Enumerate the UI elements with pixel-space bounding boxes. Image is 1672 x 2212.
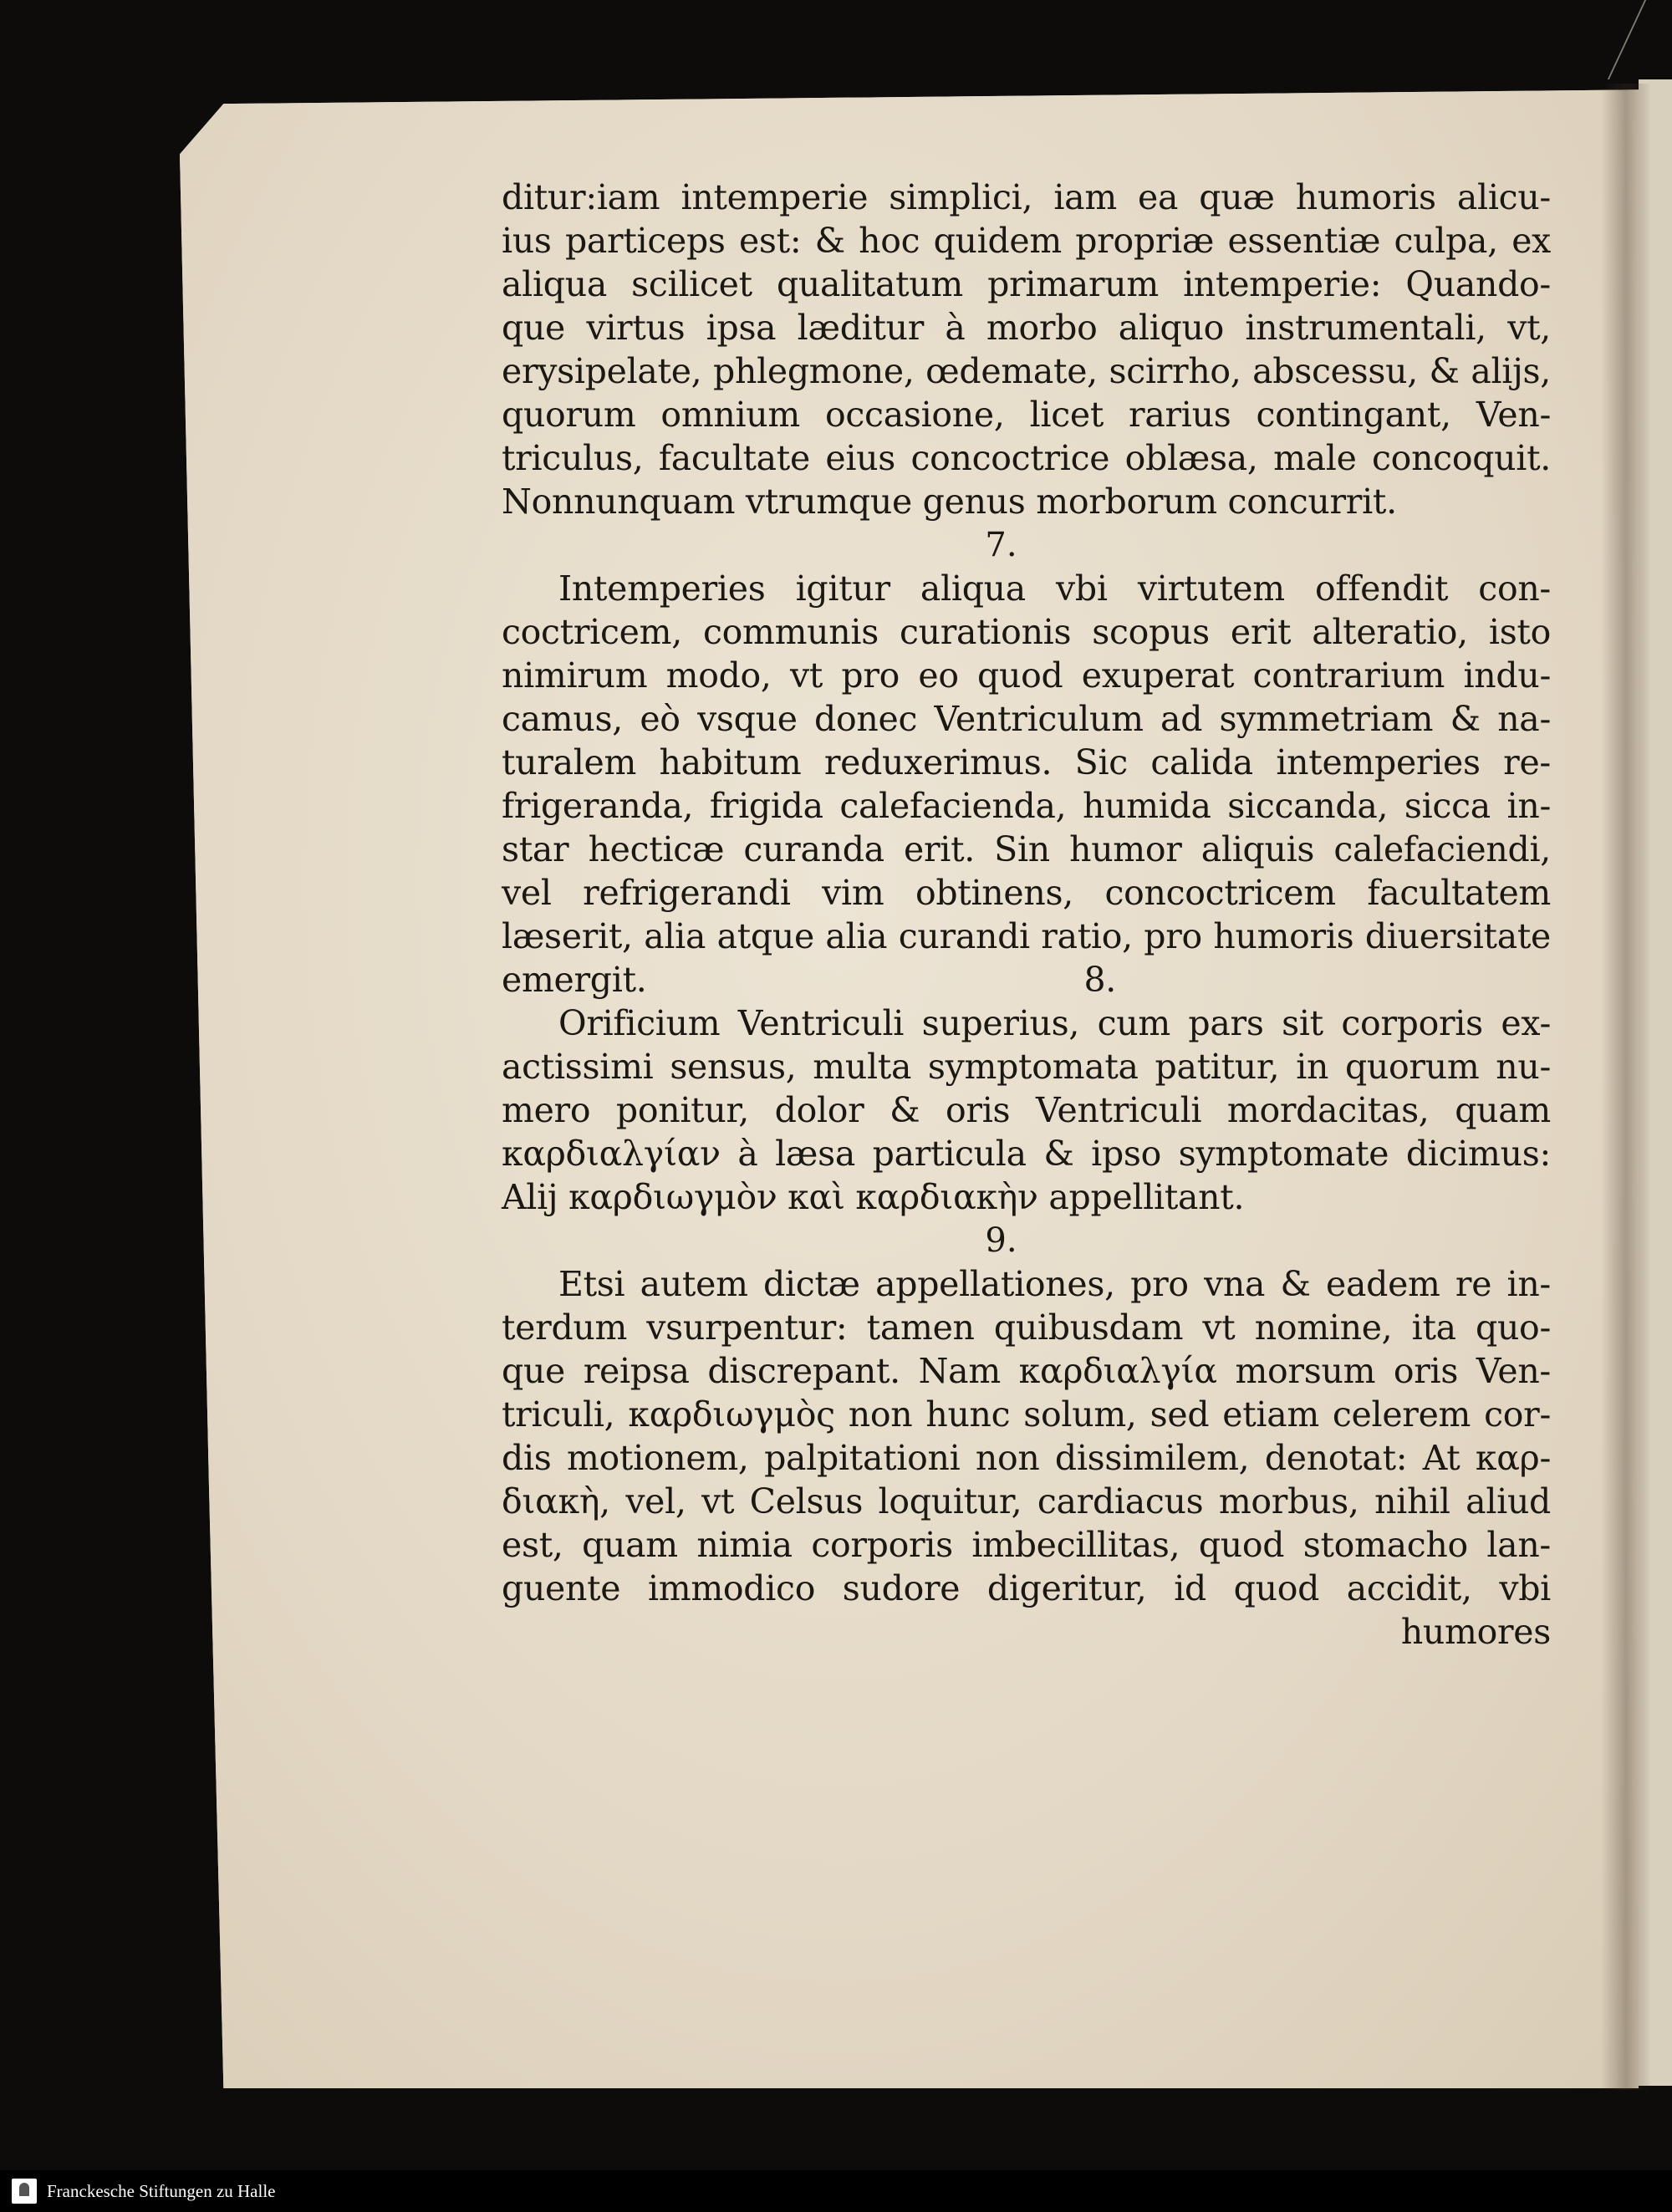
section-number-8: 8. [1083, 960, 1116, 1000]
text-line: coctricem, communis curationis scopus erit alteratio, isto [502, 612, 1551, 652]
text-line: frigeranda, frigida calefacienda, humida siccanda, sicca in- [502, 786, 1551, 826]
institution-logo-icon [12, 2179, 37, 2204]
binding-thread [1608, 0, 1672, 79]
text-line: star hecticæ curanda erit. Sin humor aliquis calefaciendi, [502, 829, 1551, 869]
text-line: camus, eò vsque donec Ventriculum ad symmetriam & na- [502, 699, 1551, 739]
text-line: aliqua scilicet qualitatum primarum intemperie: Quando- [502, 264, 1551, 304]
text-line: Nonnunquam vtrumque genus morborum concurrit. [502, 482, 1397, 522]
text-line: Alij καρδιωγμὸν καὶ καρδιακὴν appellitant. [502, 1177, 1245, 1217]
text-line: dis motionem, palpitationi non dissimilem, denotat: At καρ- [502, 1438, 1551, 1478]
text-line: ius particeps est: & hoc quidem propriæ essentiæ culpa, ex [502, 221, 1551, 261]
paragraph-9 [502, 1262, 1551, 1654]
page-gutter-shadow [1601, 84, 1651, 2090]
text-line: læserit, alia atque alia curandi ratio, pro humoris diuersitate [502, 916, 1551, 956]
text-line: est, quam nimia corporis imbecillitas, quod stomacho lan- [502, 1525, 1551, 1565]
section-number-9: 9. [985, 1221, 1017, 1260]
text-line: Orificium Ventriculi superius, cum pars sit corporis ex- [558, 1003, 1551, 1043]
text-line: quorum omnium occasione, licet rarius contingant, Ven- [502, 395, 1551, 435]
text-line: διακὴ, vel, vt Celsus loquitur, cardiacus morbus, nihil aliud [502, 1481, 1551, 1521]
text-line: ditur:iam intemperie simplici, iam ea quæ humoris alicu- [502, 177, 1551, 217]
text-line: que virtus ipsa læditur à morbo aliquo instrumentali, vt, [502, 308, 1551, 348]
text-line: guente immodico sudore digeritur, id quod accidit, vbi [502, 1568, 1551, 1608]
text-line: terdum vsurpentur: tamen quibusdam vt nomine, ita quo- [502, 1307, 1551, 1348]
paragraph-8 [502, 1002, 1551, 1219]
catchword: humores [1400, 1612, 1551, 1652]
text-line: que reipsa discrepant. Nam καρδιαλγία morsum oris Ven- [502, 1351, 1551, 1391]
text-line: nimirum modo, vt pro eo quod exuperat contrarium indu- [502, 655, 1551, 696]
text-line: mero ponitur, dolor & oris Ventriculi mordacitas, quam [502, 1090, 1551, 1130]
text-line [502, 958, 1551, 1002]
text-line: Etsi autem dictæ appellationes, pro vna & eadem re in- [558, 1264, 1551, 1304]
text-line: Intemperies igitur aliqua vbi virtutem offendit con- [558, 568, 1551, 609]
text-line: triculus, facultate eius concoctrice oblæsa, male concoquit. [502, 438, 1551, 478]
text-line: actissimi sensus, multa symptomata patitur, in quorum nu- [502, 1047, 1551, 1087]
page-text [502, 176, 1551, 1654]
paragraph-7 [502, 567, 1551, 1002]
text-line: καρδιαλγίαν à læsa particula & ipso symptomate dicimus: [502, 1134, 1551, 1174]
institution-name: Franckesche Stiftungen zu Halle [47, 2181, 276, 2201]
text-line: turalem habitum reduxerimus. Sic calida intemperies re- [502, 742, 1551, 782]
paragraph-end-text: emergit. [502, 960, 647, 1000]
text-line: triculi, καρδιωγμὸς non hunc solum, sed etiam celerem cor- [502, 1394, 1551, 1435]
viewer-footer-bar [0, 2170, 1672, 2212]
paragraph-6-continuation [502, 176, 1551, 523]
section-number-7: 7. [985, 526, 1017, 564]
text-line: erysipelate, phlegmone, œdemate, scirrho, abscessu, & alijs, [502, 351, 1551, 391]
text-line: vel refrigerandi vim obtinens, concoctricem facultatem [502, 873, 1551, 913]
